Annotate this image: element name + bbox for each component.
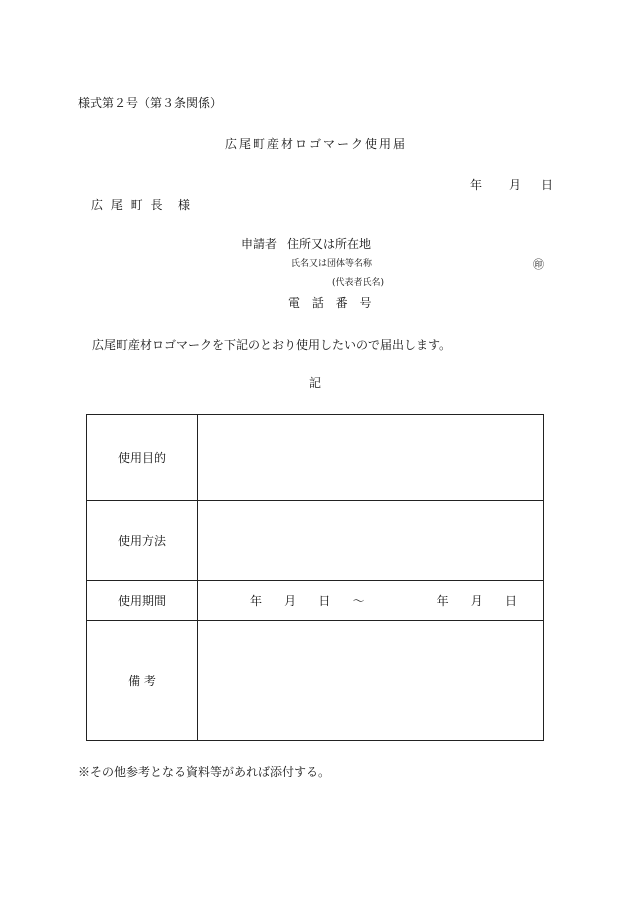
form-number: 様式第２号（第３条関係） [78, 96, 223, 110]
date-day: 日 [541, 178, 554, 192]
table-row [87, 501, 544, 581]
seal-mark: ㊞ [533, 258, 544, 271]
period-start-day: 日 [318, 594, 331, 608]
ki-heading: 記 [309, 376, 322, 390]
period-label: 使用期間 [87, 581, 198, 621]
addressee: 広 尾 町 長 [91, 198, 165, 212]
method-label: 使用方法 [87, 501, 198, 581]
period-start-year: 年 [250, 594, 263, 608]
applicant-label: 申請者 [241, 237, 278, 251]
applicant-address-label: 住所又は所在地 [287, 237, 372, 251]
phone-label: 電 話 番 号 [288, 296, 376, 310]
page-title: 広尾町産材ロゴマーク使用届 [225, 137, 408, 151]
statement: 広尾町産材ロゴマークを下記のとおり使用したいので届出します。 [92, 338, 452, 352]
purpose-field[interactable] [198, 415, 544, 501]
period-separator: 〜 [352, 594, 365, 608]
purpose-label: 使用目的 [87, 415, 198, 501]
remarks-field[interactable] [198, 621, 544, 741]
date-month: 月 [509, 178, 522, 192]
applicant-name-label: 氏名又は団体等名称 [291, 259, 373, 269]
period-field[interactable] [198, 581, 544, 621]
table-row [87, 621, 544, 741]
table-row [87, 415, 544, 501]
footnote: ※その他参考となる資料等があれば添付する。 [78, 765, 331, 779]
period-start-month: 月 [284, 594, 297, 608]
application-table [86, 414, 544, 741]
representative-label: (代表者氏名) [332, 278, 385, 288]
date-year: 年 [470, 178, 483, 192]
period-end-year: 年 [436, 594, 449, 608]
honorific: 様 [178, 198, 191, 212]
period-end-month: 月 [470, 594, 483, 608]
method-field[interactable] [198, 501, 544, 581]
remarks-label: 備 考 [87, 621, 198, 741]
table-row [87, 581, 544, 621]
period-end-day: 日 [504, 594, 517, 608]
